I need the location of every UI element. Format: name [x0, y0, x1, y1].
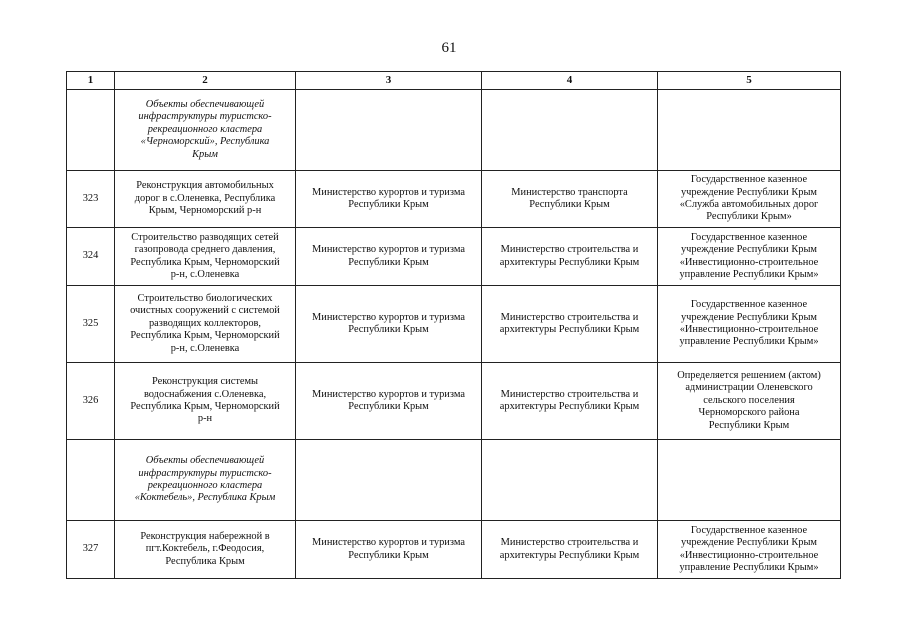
- table-row: [67, 286, 841, 363]
- customer: Министерство курортов и туризма Республики Крым: [296, 363, 482, 440]
- object-name: Строительство разводящих сетей газопровода среднего давления, Республика Крым, Черноморский р-н, с.Оленевка: [115, 228, 296, 286]
- row-number: 323: [67, 171, 115, 228]
- cell-empty: [482, 90, 658, 171]
- executor: Определяется решением (актом) администрации Оленевского сельского поселения Черноморского района Республики Крым: [658, 363, 841, 440]
- section-row: [67, 440, 841, 521]
- executor: Государственное казенное учреждение Республики Крым «Инвестиционно-строительное управление Республики Крым»: [658, 228, 841, 286]
- table-row: [67, 228, 841, 286]
- cell-empty: [658, 90, 841, 171]
- column-header: 3: [296, 72, 482, 90]
- column-header: 1: [67, 72, 115, 90]
- projects-table: [66, 71, 841, 579]
- section-title: Объекты обеспечивающей инфраструктуры туристско- рекреационного кластера «Коктебель», Республика Крым: [115, 440, 296, 521]
- executor: Государственное казенное учреждение Республики Крым «Инвестиционно-строительное управление Республики Крым»: [658, 286, 841, 363]
- row-number: 326: [67, 363, 115, 440]
- customer: Министерство курортов и туризма Республики Крым: [296, 171, 482, 228]
- object-name: Реконструкция набережной в пгт.Коктебель, г.Феодосия, Республика Крым: [115, 521, 296, 579]
- column-header: 2: [115, 72, 296, 90]
- object-name: Реконструкция системы водоснабжения с.Оленевка, Республика Крым, Черноморский р-н: [115, 363, 296, 440]
- cell-empty: [658, 440, 841, 521]
- executor: Государственное казенное учреждение Республики Крым «Служба автомобильных дорог Республики Крым»: [658, 171, 841, 228]
- cell-empty: [482, 440, 658, 521]
- responsible-ministry: Министерство строительства и архитектуры Республики Крым: [482, 286, 658, 363]
- row-number: 325: [67, 286, 115, 363]
- executor: Государственное казенное учреждение Республики Крым «Инвестиционно-строительное управление Республики Крым»: [658, 521, 841, 579]
- section-row: [67, 90, 841, 171]
- responsible-ministry: Министерство строительства и архитектуры Республики Крым: [482, 521, 658, 579]
- customer: Министерство курортов и туризма Республики Крым: [296, 228, 482, 286]
- table-header-row: [67, 72, 841, 90]
- cell-empty: [296, 90, 482, 171]
- page-number: 61: [441, 40, 457, 56]
- row-number: 327: [67, 521, 115, 579]
- column-header: 4: [482, 72, 658, 90]
- cell-empty: [296, 440, 482, 521]
- section-title: Объекты обеспечивающей инфраструктуры туристско- рекреационного кластера «Черноморский», Республика Крым: [115, 90, 296, 171]
- table-row: [67, 363, 841, 440]
- object-name: Строительство биологических очистных сооружений с системой разводящих коллекторов, Республика Крым, Черноморский р-н, с.Оленевка: [115, 286, 296, 363]
- responsible-ministry: Министерство строительства и архитектуры Республики Крым: [482, 363, 658, 440]
- responsible-ministry: Министерство строительства и архитектуры Республики Крым: [482, 228, 658, 286]
- responsible-ministry: Министерство транспорта Республики Крым: [482, 171, 658, 228]
- table-row: [67, 171, 841, 228]
- customer: Министерство курортов и туризма Республики Крым: [296, 521, 482, 579]
- column-header: 5: [658, 72, 841, 90]
- table-row: [67, 521, 841, 579]
- row-number: 324: [67, 228, 115, 286]
- cell-empty: [67, 440, 115, 521]
- object-name: Реконструкция автомобильных дорог в с.Оленевка, Республика Крым, Черноморский р-н: [115, 171, 296, 228]
- cell-empty: [67, 90, 115, 171]
- customer: Министерство курортов и туризма Республики Крым: [296, 286, 482, 363]
